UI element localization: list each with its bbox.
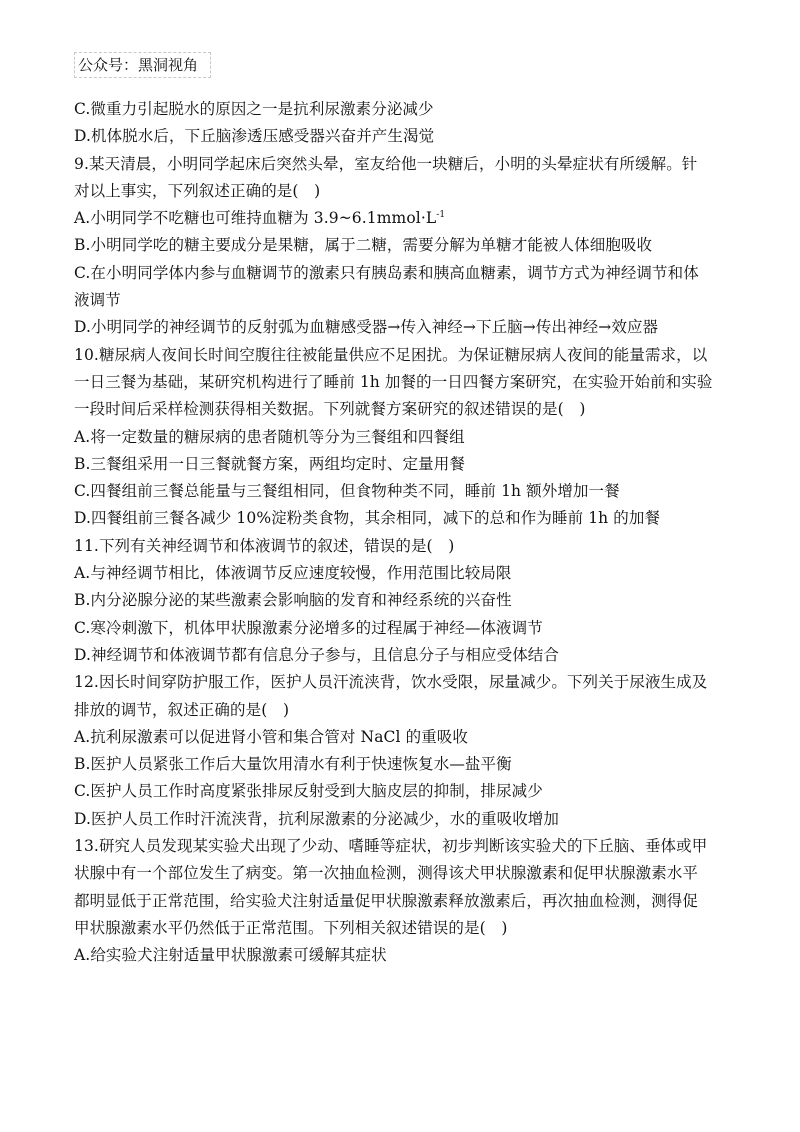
question-12-stem-cont: 排放的调节，叙述正确的是( ) [74, 700, 290, 719]
q9-option-d: D.小明同学的神经调节的反射弧为血糖感受器→传入神经→下丘脑→传出神经→效应器 [74, 318, 659, 337]
q9-option-a-text: A.小明同学不吃糖也可维持血糖为 3.9~6.1mmol·L [74, 209, 437, 228]
q12-option-b: B.医护人员紧张工作后大量饮用清水有利于快速恢复水—盐平衡 [74, 755, 512, 774]
q9-option-c-cont: 液调节 [74, 291, 121, 310]
q11-option-d: D.神经调节和体液调节都有信息分子参与，且信息分子与相应受体结合 [74, 645, 560, 664]
superscript: -1 [436, 210, 446, 221]
watermark-header: 公众号：黑洞视角 [74, 52, 211, 78]
q13-option-a: A.给实验犬注射适量甲状腺激素可缓解其症状 [74, 946, 387, 965]
q11-option-a: A.与神经调节相比，体液调节反应速度较慢，作用范围比较局限 [74, 564, 512, 583]
question-13-stem-cont: 状腺中有一个部位发生了病变。第一次抽血检测，测得该犬甲状腺激素和促甲状腺激素水平 [74, 864, 699, 883]
option-c-line: C.微重力引起脱水的原因之一是抗利尿激素分泌减少 [74, 100, 434, 118]
q9-option-a [74, 205, 734, 232]
question-9-stem-cont: 对以上事实，下列叙述正确的是( ) [74, 181, 321, 200]
question-13-stem-cont2: 都明显低于正常范围，给实验犬注射适量促甲状腺激素释放激素后，再次抽血检测，测得促 [74, 891, 699, 910]
q12-option-a: A.抗利尿激素可以促进肾小管和集合管对 NaCl 的重吸收 [74, 727, 468, 746]
question-10-stem: 10.糖尿病人夜间长时间空腹往往被能量供应不足困扰。为保证糖尿病人夜间的能量需求，以 [74, 345, 708, 364]
document-body [74, 96, 734, 970]
question-10-stem-cont: 一日三餐为基础，某研究机构进行了睡前 1h 加餐的一日四餐方案研究，在实验开始前和实验 [74, 372, 713, 391]
question-13-stem: 13.研究人员发现某实验犬出现了少动、嗜睡等症状，初步判断该实验犬的下丘脑、垂体或甲 [74, 837, 708, 856]
q12-option-d: D.医护人员工作时汗流浃背，抗利尿激素的分泌减少，水的重吸收增加 [74, 809, 560, 828]
q10-option-d: D.四餐组前三餐各减少 10%淀粉类食物，其余相同，减下的总和作为睡前 1h 的加餐 [74, 509, 661, 528]
q9-option-b: B.小明同学吃的糖主要成分是果糖，属于二糖，需要分解为单糖才能被人体细胞吸收 [74, 236, 653, 255]
question-9-stem: 9.某天清晨，小明同学起床后突然头晕，室友给他一块糖后，小明的头晕症状有所缓解。针 [74, 154, 698, 173]
q11-option-c: C.寒冷刺激下，机体甲状腺激素分泌增多的过程属于神经—体液调节 [74, 618, 543, 637]
q9-option-c: C.在小明同学体内参与血糖调节的激素只有胰岛素和胰高血糖素，调节方式为神经调节和体 [74, 263, 699, 282]
q10-option-a: A.将一定数量的糖尿病的患者随机等分为三餐组和四餐组 [74, 427, 465, 446]
question-11-stem: 11.下列有关神经调节和体液调节的叙述，错误的是( ) [74, 536, 455, 555]
q10-option-c: C.四餐组前三餐总能量与三餐组相同，但食物种类不同，睡前 1h 额外增加一餐 [74, 482, 620, 501]
question-13-stem-cont3: 甲状腺激素水平仍然低于正常范围。下列相关叙述错误的是( ) [74, 918, 508, 937]
q10-option-b: B.三餐组采用一日三餐就餐方案，两组均定时、定量用餐 [74, 454, 465, 473]
q11-option-b: B.内分泌腺分泌的某些激素会影响脑的发育和神经系统的兴奋性 [74, 591, 512, 610]
question-12-stem: 12.因长时间穿防护服工作，医护人员汗流浃背，饮水受限，尿量减少。下列关于尿液生成及 [74, 673, 708, 692]
option-d-line: D.机体脱水后，下丘脑渗透压感受器兴奋并产生渴觉 [74, 127, 435, 146]
question-10-stem-cont2: 一段时间后采样检测获得相关数据。下列就餐方案研究的叙述错误的是( ) [74, 400, 586, 419]
q12-option-c: C.医护人员工作时高度紧张排尿反射受到大脑皮层的抑制，排尿减少 [74, 782, 543, 801]
